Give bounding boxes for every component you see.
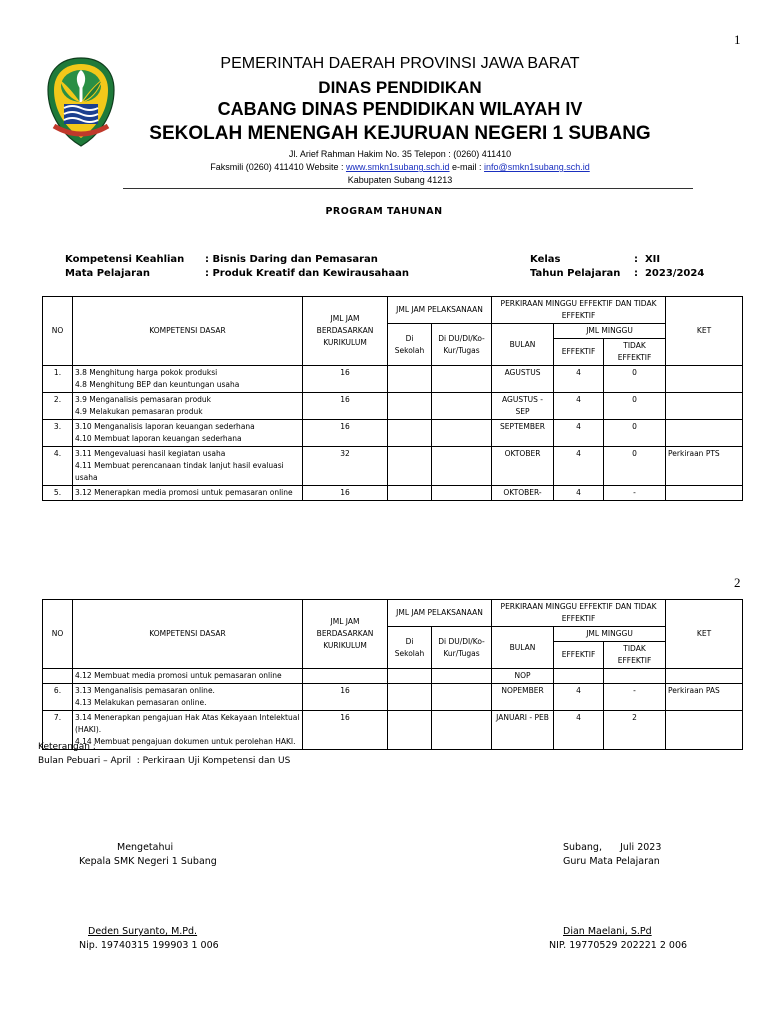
kd-line: 3.13 Menganalisis pemasaran online. (75, 686, 215, 695)
cell-jml-jam: 16 (303, 393, 388, 420)
cell-ket (666, 393, 743, 420)
page-number-2: 2 (734, 575, 741, 590)
cell-no: 4. (43, 447, 73, 486)
header-ket: KET (666, 600, 743, 669)
cell-no: 5. (43, 486, 73, 501)
table-body (43, 366, 743, 501)
kd-line: 4.11 Membuat perencanaan tindak lanjut hasil evaluasi (75, 461, 284, 470)
cell-ket (666, 486, 743, 501)
header-di-du: Di DU/DI/Ko-Kur/Tugas (432, 627, 492, 669)
header-di-du: Di DU/DI/Ko-Kur/Tugas (432, 324, 492, 366)
letterhead-address: Jl. Arief Rahman Hakim No. 35 Telepon : (0260) 411410 (288, 149, 512, 159)
sign-left-name: Deden Suryanto, M.Pd. (88, 926, 198, 937)
tahun-value: : 2023/2024 (634, 268, 705, 279)
header-tidak-efektif: TIDAK EFFEKTIF (604, 339, 666, 366)
cell-ket (666, 711, 743, 750)
cell-di-sekolah (388, 447, 432, 486)
header-di-sekolah: Di Sekolah (388, 324, 432, 366)
cell-di-sekolah (388, 420, 432, 447)
sign-right-name: Dian Maelani, S.Pd (563, 926, 652, 937)
header-di-sekolah: Di Sekolah (388, 627, 432, 669)
cell-no: 3. (43, 420, 73, 447)
cell-ket: Perkiraan PAS (666, 684, 743, 711)
kd-line: 3.14 Menerapkan pengajuan Hak Atas Kekayaan Intelektual (75, 713, 300, 722)
kd-line: 3.12 Menerapkan media promosi untuk pemasaran online (75, 488, 293, 497)
cell-kd (73, 447, 303, 486)
letterhead-contact (150, 162, 650, 172)
cell-kd (73, 393, 303, 420)
cell-efektif: 4 (554, 486, 604, 501)
cell-kd (73, 684, 303, 711)
cell-ket (666, 420, 743, 447)
table-row (43, 486, 743, 501)
fax-text: Faksmili (0260) 411410 Website : (210, 162, 346, 172)
cell-di-sekolah (388, 486, 432, 501)
cell-di-du (432, 447, 492, 486)
header-perkiraan: PERKIRAAN MINGGU EFFEKTIF DAN TIDAK EFFEKTIF (492, 297, 666, 324)
sign-left-position: Kepala SMK Negeri 1 Subang (79, 856, 217, 867)
letterhead-city: Kabupaten Subang 41213 (347, 175, 453, 185)
program-table-page-2 (42, 599, 743, 750)
cell-kd (73, 486, 303, 501)
kd-line: 3.9 Menganalisis pemasaran produk (75, 395, 212, 404)
cell-di-sekolah (388, 711, 432, 750)
header-jml-jam: JML JAM BERDASARKAN KURIKULUM (303, 297, 388, 366)
kd-line: usaha (75, 473, 98, 482)
cell-jml-jam: 32 (303, 447, 388, 486)
table-row (43, 447, 743, 486)
cell-jml-jam: 16 (303, 711, 388, 750)
header-ket: KET (666, 297, 743, 366)
header-no: NO (43, 600, 73, 669)
header-kd: KOMPETENSI DASAR (73, 600, 303, 669)
cell-di-sekolah (388, 669, 432, 684)
cell-di-sekolah (388, 366, 432, 393)
cell-tidak-efektif: 0 (604, 420, 666, 447)
cell-bulan: OKTOBER (492, 447, 554, 486)
cell-di-du (432, 366, 492, 393)
table-body (43, 669, 743, 750)
cell-ket: Perkiraan PTS (666, 447, 743, 486)
cell-no: 7. (43, 711, 73, 750)
cell-jml-jam: 16 (303, 420, 388, 447)
kelas-value: : XII (634, 254, 661, 265)
email-label: e-mail : (449, 162, 485, 172)
table-row (43, 711, 743, 750)
header-pelaksanaan: JML JAM PELAKSANAAN (388, 600, 492, 627)
cell-tidak-efektif: - (604, 684, 666, 711)
cell-bulan: AGUSTUS (492, 366, 554, 393)
cell-efektif: 4 (554, 366, 604, 393)
cell-bulan: SEPTEMBER (492, 420, 554, 447)
header-tidak-efektif: TIDAK EFFEKTIF (604, 642, 666, 669)
letterhead-agency: DINAS PENDIDIKAN (318, 78, 482, 97)
cell-di-du (432, 420, 492, 447)
cell-bulan: AGUSTUS - SEP (492, 393, 554, 420)
header-bulan: BULAN (492, 627, 554, 669)
header-jml-minggu: JML MINGGU (554, 627, 666, 642)
header-efektif: EFFEKTIF (554, 339, 604, 366)
cell-di-du (432, 393, 492, 420)
cell-tidak-efektif (604, 669, 666, 684)
cell-efektif (554, 669, 604, 684)
cell-tidak-efektif: 0 (604, 393, 666, 420)
cell-no: 2. (43, 393, 73, 420)
cell-di-du (432, 669, 492, 684)
cell-di-sekolah (388, 684, 432, 711)
cell-efektif: 4 (554, 420, 604, 447)
website-link[interactable]: www.smkn1subang.sch.id (345, 162, 450, 172)
header-bulan: BULAN (492, 324, 554, 366)
cell-di-du (432, 684, 492, 711)
table-row (43, 366, 743, 393)
sign-right-nip: NIP. 19770529 202221 2 006 (549, 940, 688, 951)
cell-bulan: JANUARI - PEB (492, 711, 554, 750)
cell-tidak-efektif: 0 (604, 366, 666, 393)
table-row (43, 393, 743, 420)
table-header (43, 297, 743, 366)
kd-line: 4.10 Membuat laporan keuangan sederhana (75, 434, 242, 443)
table-row (43, 684, 743, 711)
kd-line: (HAKI). (75, 725, 102, 734)
kompetensi-value: : Bisnis Daring dan Pemasaran (205, 254, 378, 265)
sign-left-acknowledge: Mengetahui (117, 842, 174, 853)
letterhead-divider (123, 188, 693, 189)
kd-line: 4.14 Membuat pengajuan dokumen untuk perolehan HAKI. (75, 737, 296, 746)
kd-line: 3.11 Mengevaluasi hasil kegiatan usaha (75, 449, 226, 458)
cell-di-du (432, 711, 492, 750)
jawa-barat-emblem-icon (46, 56, 116, 148)
mapel-label: Mata Pelajaran (65, 268, 150, 279)
cell-no: 6. (43, 684, 73, 711)
cell-kd (73, 669, 303, 684)
header-efektif: EFFEKTIF (554, 642, 604, 669)
program-table-page-1 (42, 296, 743, 501)
cell-no (43, 669, 73, 684)
document-title: PROGRAM TAHUNAN (325, 206, 443, 217)
header-perkiraan: PERKIRAAN MINGGU EFFEKTIF DAN TIDAK EFFEKTIF (492, 600, 666, 627)
kd-line: 3.8 Menghitung harga pokok produksi (75, 368, 218, 377)
header-jml-minggu: JML MINGGU (554, 324, 666, 339)
cell-tidak-efektif: - (604, 486, 666, 501)
cell-efektif: 4 (554, 447, 604, 486)
kompetensi-label: Kompetensi Keahlian (65, 254, 185, 265)
kd-line: 3.10 Menganalisis laporan keuangan sederhana (75, 422, 255, 431)
header-no: NO (43, 297, 73, 366)
table-row (43, 669, 743, 684)
cell-jml-jam: 16 (303, 366, 388, 393)
cell-jml-jam: 16 (303, 684, 388, 711)
cell-tidak-efektif: 2 (604, 711, 666, 750)
kd-line: 4.9 Melakukan pemasaran produk (75, 407, 203, 416)
letterhead-school: SEKOLAH MENENGAH KEJURUAN NEGERI 1 SUBANG (149, 123, 651, 144)
table-row (43, 420, 743, 447)
page-number-1: 1 (734, 32, 741, 47)
cell-tidak-efektif: 0 (604, 447, 666, 486)
kd-line: 4.13 Melakukan pemasaran online. (75, 698, 207, 707)
cell-efektif: 4 (554, 393, 604, 420)
cell-kd (73, 420, 303, 447)
notes-label: Keterangan : (38, 742, 96, 752)
header-pelaksanaan: JML JAM PELAKSANAAN (388, 297, 492, 324)
letterhead-government: PEMERINTAH DAERAH PROVINSI JAWA BARAT (220, 55, 580, 72)
notes-text: Bulan Pebuari – April : Perkiraan Uji Kompetensi dan US (38, 756, 291, 766)
cell-jml-jam: 16 (303, 486, 388, 501)
email-link[interactable]: info@smkn1subang.sch.id (484, 162, 590, 172)
cell-kd (73, 711, 303, 750)
kelas-label: Kelas (530, 254, 561, 265)
cell-efektif: 4 (554, 711, 604, 750)
cell-ket (666, 669, 743, 684)
tahun-label: Tahun Pelajaran (530, 268, 621, 279)
cell-jml-jam (303, 669, 388, 684)
sign-right-date: Subang, Juli 2023 (563, 842, 662, 853)
cell-di-du (432, 486, 492, 501)
header-jml-jam: JML JAM BERDASARKAN KURIKULUM (303, 600, 388, 669)
mapel-value: : Produk Kreatif dan Kewirausahaan (205, 268, 410, 279)
header-kd: KOMPETENSI DASAR (73, 297, 303, 366)
cell-bulan: NOPEMBER (492, 684, 554, 711)
kd-line: 4.8 Menghitung BEP dan keuntungan usaha (75, 380, 240, 389)
sign-left-nip: Nip. 19740315 199903 1 006 (79, 940, 219, 951)
cell-kd (73, 366, 303, 393)
cell-ket (666, 366, 743, 393)
cell-no: 1. (43, 366, 73, 393)
kd-line: 4.12 Membuat media promosi untuk pemasaran online (75, 671, 282, 680)
table-header (43, 600, 743, 669)
cell-bulan: OKTOBER- (492, 486, 554, 501)
letterhead-branch: CABANG DINAS PENDIDIKAN WILAYAH IV (217, 99, 583, 119)
cell-bulan: NOP (492, 669, 554, 684)
sign-right-position: Guru Mata Pelajaran (563, 856, 660, 867)
cell-di-sekolah (388, 393, 432, 420)
cell-efektif: 4 (554, 684, 604, 711)
